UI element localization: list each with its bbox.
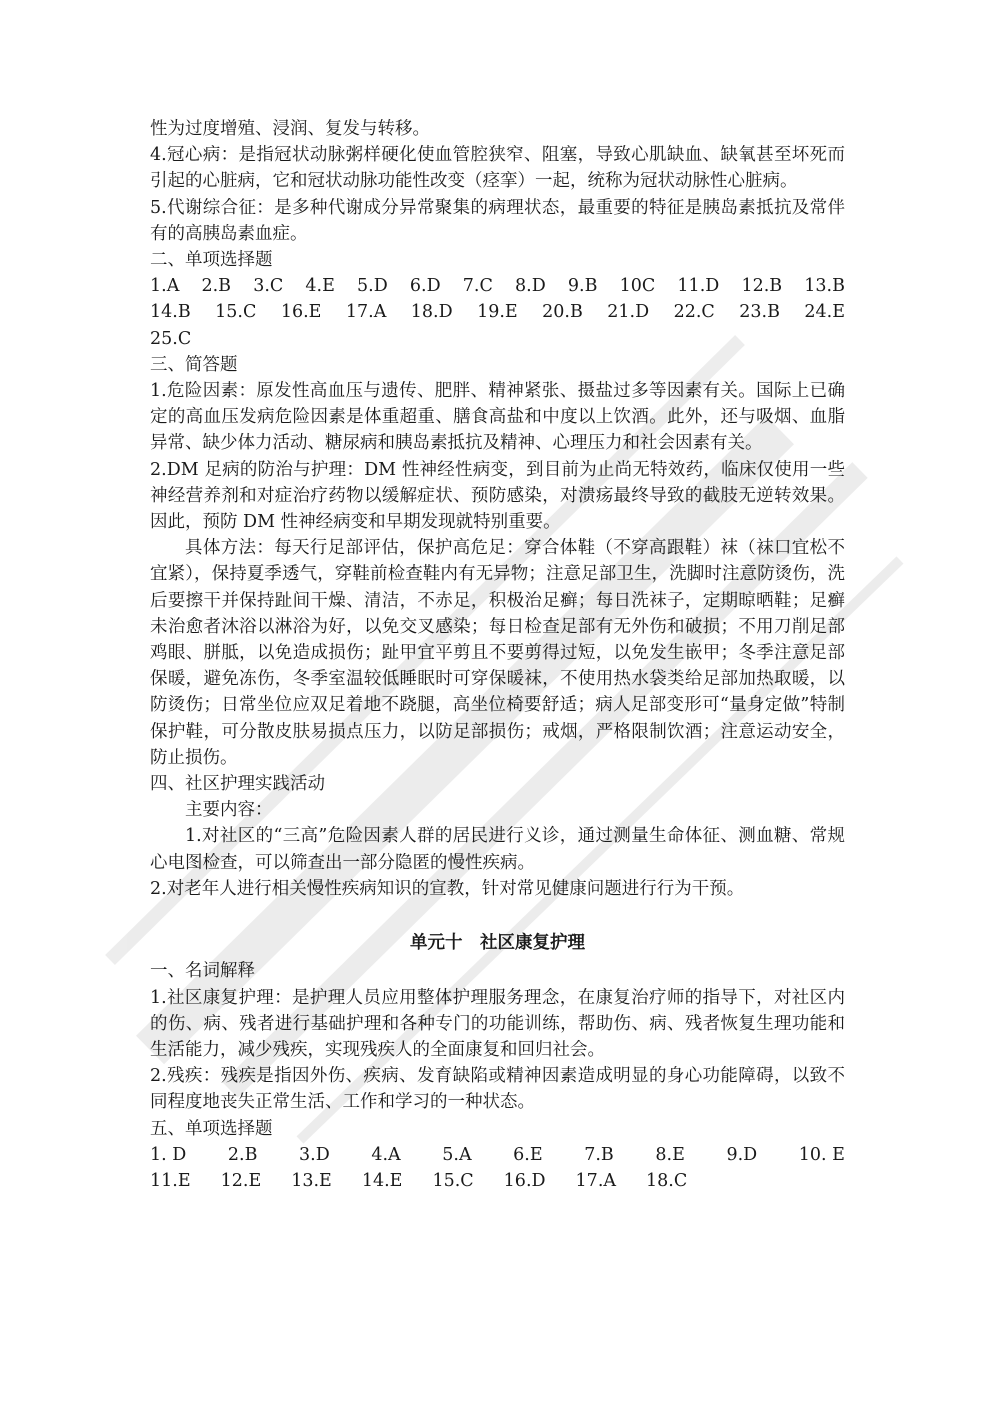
answer-item: 14.E (361, 1170, 403, 1191)
answer-item: 14.B (150, 302, 191, 323)
paragraph-disability: 2.残疾：残疾是指因外伤、疾病、发育缺陷或精神因素造成明显的身心功能障碍，以致不同程度地丧失正常生活、工作和学习的一种状态。 (150, 1066, 845, 1113)
answer-item: 3.D (299, 1144, 330, 1165)
answer-item: 18.D (410, 302, 453, 323)
answer-item: 11.E (150, 1170, 191, 1191)
answer-item: 22.C (673, 302, 715, 323)
answer-item: 16.E (280, 302, 322, 323)
answer-item: 6.D (409, 276, 441, 297)
paragraph-main-content: 主要内容： (185, 800, 273, 821)
answer-item: 17.A (345, 302, 387, 323)
answer-item: 4.A (371, 1144, 401, 1165)
answer-item: 12.B (741, 276, 783, 297)
answer-item: 16.D (503, 1170, 546, 1191)
answer-item: 15.C (215, 302, 257, 323)
answer-item: 5.D (357, 276, 388, 297)
answer-item: 13.E (291, 1170, 332, 1191)
answer-row-3: 25.C (150, 328, 192, 349)
section-heading-single-choice: 二、单项选择题 (150, 250, 273, 271)
paragraph-metabolic-syndrome: 5.代谢综合征：是多种代谢成分异常聚集的病理状态，最重要的特征是胰岛素抵抗及常伴有的高胰岛素血症。 (150, 197, 845, 244)
paragraph-dm-foot: 2.DM 足病的防治与护理：DM 性神经性病变，到目前为止尚无特效药，临床仅使用一些神经营养剂和对症治疗药物以缓解症状、预防感染，对溃疡最终导致的截肢无逆转效果。因此，预防 DM 性神经病变和早期发现就特别重要。 (150, 459, 845, 533)
answer-item: 10C (619, 276, 656, 297)
answer-item: 23.B (739, 302, 780, 323)
answer-item: 9.B (567, 276, 598, 297)
answer-item: 8.D (515, 276, 546, 297)
answer-item: 13.B (804, 276, 845, 297)
answer-item: 17.A (575, 1170, 617, 1191)
answer-item: 4.E (305, 276, 335, 297)
answer-item: 11.D (677, 276, 720, 297)
answer-item: 20.B (542, 302, 583, 323)
section-heading-short-answer: 三、简答题 (150, 354, 238, 375)
paragraph-practice-item-1: 1.对社区的“三高”危险因素人群的居民进行义诊，通过测量生命体征、测血糖、常规心电图检查，可以筛查出一部分隐匿的慢性疾病。 (150, 826, 845, 873)
answer-item: 8.E (655, 1144, 685, 1165)
answer-item: 15.C (432, 1170, 474, 1191)
answer-item: 10. E (798, 1144, 845, 1165)
answer-item: 19.E (477, 302, 518, 323)
section-heading-practice: 四、社区护理实践活动 (150, 774, 325, 795)
paragraph-continuation: 性为过度增殖、浸润、复发与转移。 (150, 119, 430, 139)
paragraph-community-rehab: 1.社区康复护理：是护理人员应用整体护理服务理念，在康复治疗师的指导下，对社区内的伤、病、残者进行基础护理和各种专门的功能训练，帮助伤、病、残者恢复生理功能和生活能力，减少残疾，实现残疾人的全面康复和回归社会。 (150, 987, 845, 1060)
paragraph-risk-factors: 1.危险因素：原发性高血压与遗传、肥胖、精神紧张、摄盐过多等因素有关。国际上已确定的高血压发病危险因素是体重超重、膳食高盐和中度以上饮酒。此外，还与吸烟、血脂异常、缺少体力活动、糖尿病和胰岛素抵抗及精神、心理压力和社会因素有关。 (150, 381, 845, 454)
answer-item: 12.E (220, 1170, 262, 1191)
paragraph-methods: 具体方法：每天行足部评估，保护高危足：穿合体鞋（不穿高跟鞋）袜（袜口宜松不宜紧），保持夏季透气，穿鞋前检查鞋内有无异物；注意足部卫生，洗脚时注意防烫伤，洗后要擦干并保持趾间干燥、清洁，不赤足，积极治足癣；每日洗袜子，定期晾晒鞋；足癣未治愈者沐浴以淋浴为好，以免交叉感染；每日检查足部有无外伤和破损；不用刀削足部鸡眼、胼胝，以免造成损伤；趾甲宜平剪且不要剪得过短，以免发生嵌甲；冬季注意足部保暖，避免冻伤，冬季室温较低睡眠时可穿保暖袜，不使用热水袋类给足部加热取暖，以防烫伤；日常坐位应双足着地不跷腿，高坐位椅要舒适；病人足部变形可“量身定做”特制保护鞋，可分散皮肤易损点压力，以防足部损伤；戒烟，严格限制饮酒；注意运动安全，防止损伤。 (150, 538, 845, 768)
answer-row-2 (150, 299, 845, 325)
document-page (150, 116, 845, 1194)
answer-item: 3.C (253, 276, 284, 297)
section-heading-single-choice-2: 五、单项选择题 (150, 1118, 273, 1139)
answer-row-4 (150, 1142, 845, 1168)
answer-item: 24.E (804, 302, 845, 323)
answer-item: 7.B (584, 1144, 614, 1165)
answer-item: 1.A (150, 276, 180, 297)
answer-item: 6.E (513, 1144, 543, 1165)
answer-item: 5.A (442, 1144, 472, 1165)
section-heading-terms: 一、名词解释 (150, 961, 255, 982)
answer-row-1 (150, 273, 845, 299)
answer-row-5 (150, 1168, 845, 1194)
answer-item: 7.C (462, 276, 493, 297)
answer-item: 2.B (201, 276, 232, 297)
paragraph-practice-item-2: 2.对老年人进行相关慢性疾病知识的宣教，针对常见健康问题进行行为干预。 (150, 878, 745, 899)
answer-item: 1. D (150, 1144, 187, 1165)
answer-item: 9.D (726, 1144, 758, 1165)
answer-item: 18.C (646, 1170, 688, 1191)
unit-title: 单元十 社区康复护理 (410, 933, 585, 954)
answer-item: 2.B (227, 1144, 258, 1165)
answer-item: 21.D (607, 302, 650, 323)
paragraph-coronary-heart-disease: 4.冠心病：是指冠状动脉粥样硬化使血管腔狭窄、阻塞，导致心肌缺血、缺氧甚至坏死而引起的心脏病，它和冠状动脉功能性改变（痉挛）一起，统称为冠状动脉性心脏病。 (150, 145, 845, 192)
